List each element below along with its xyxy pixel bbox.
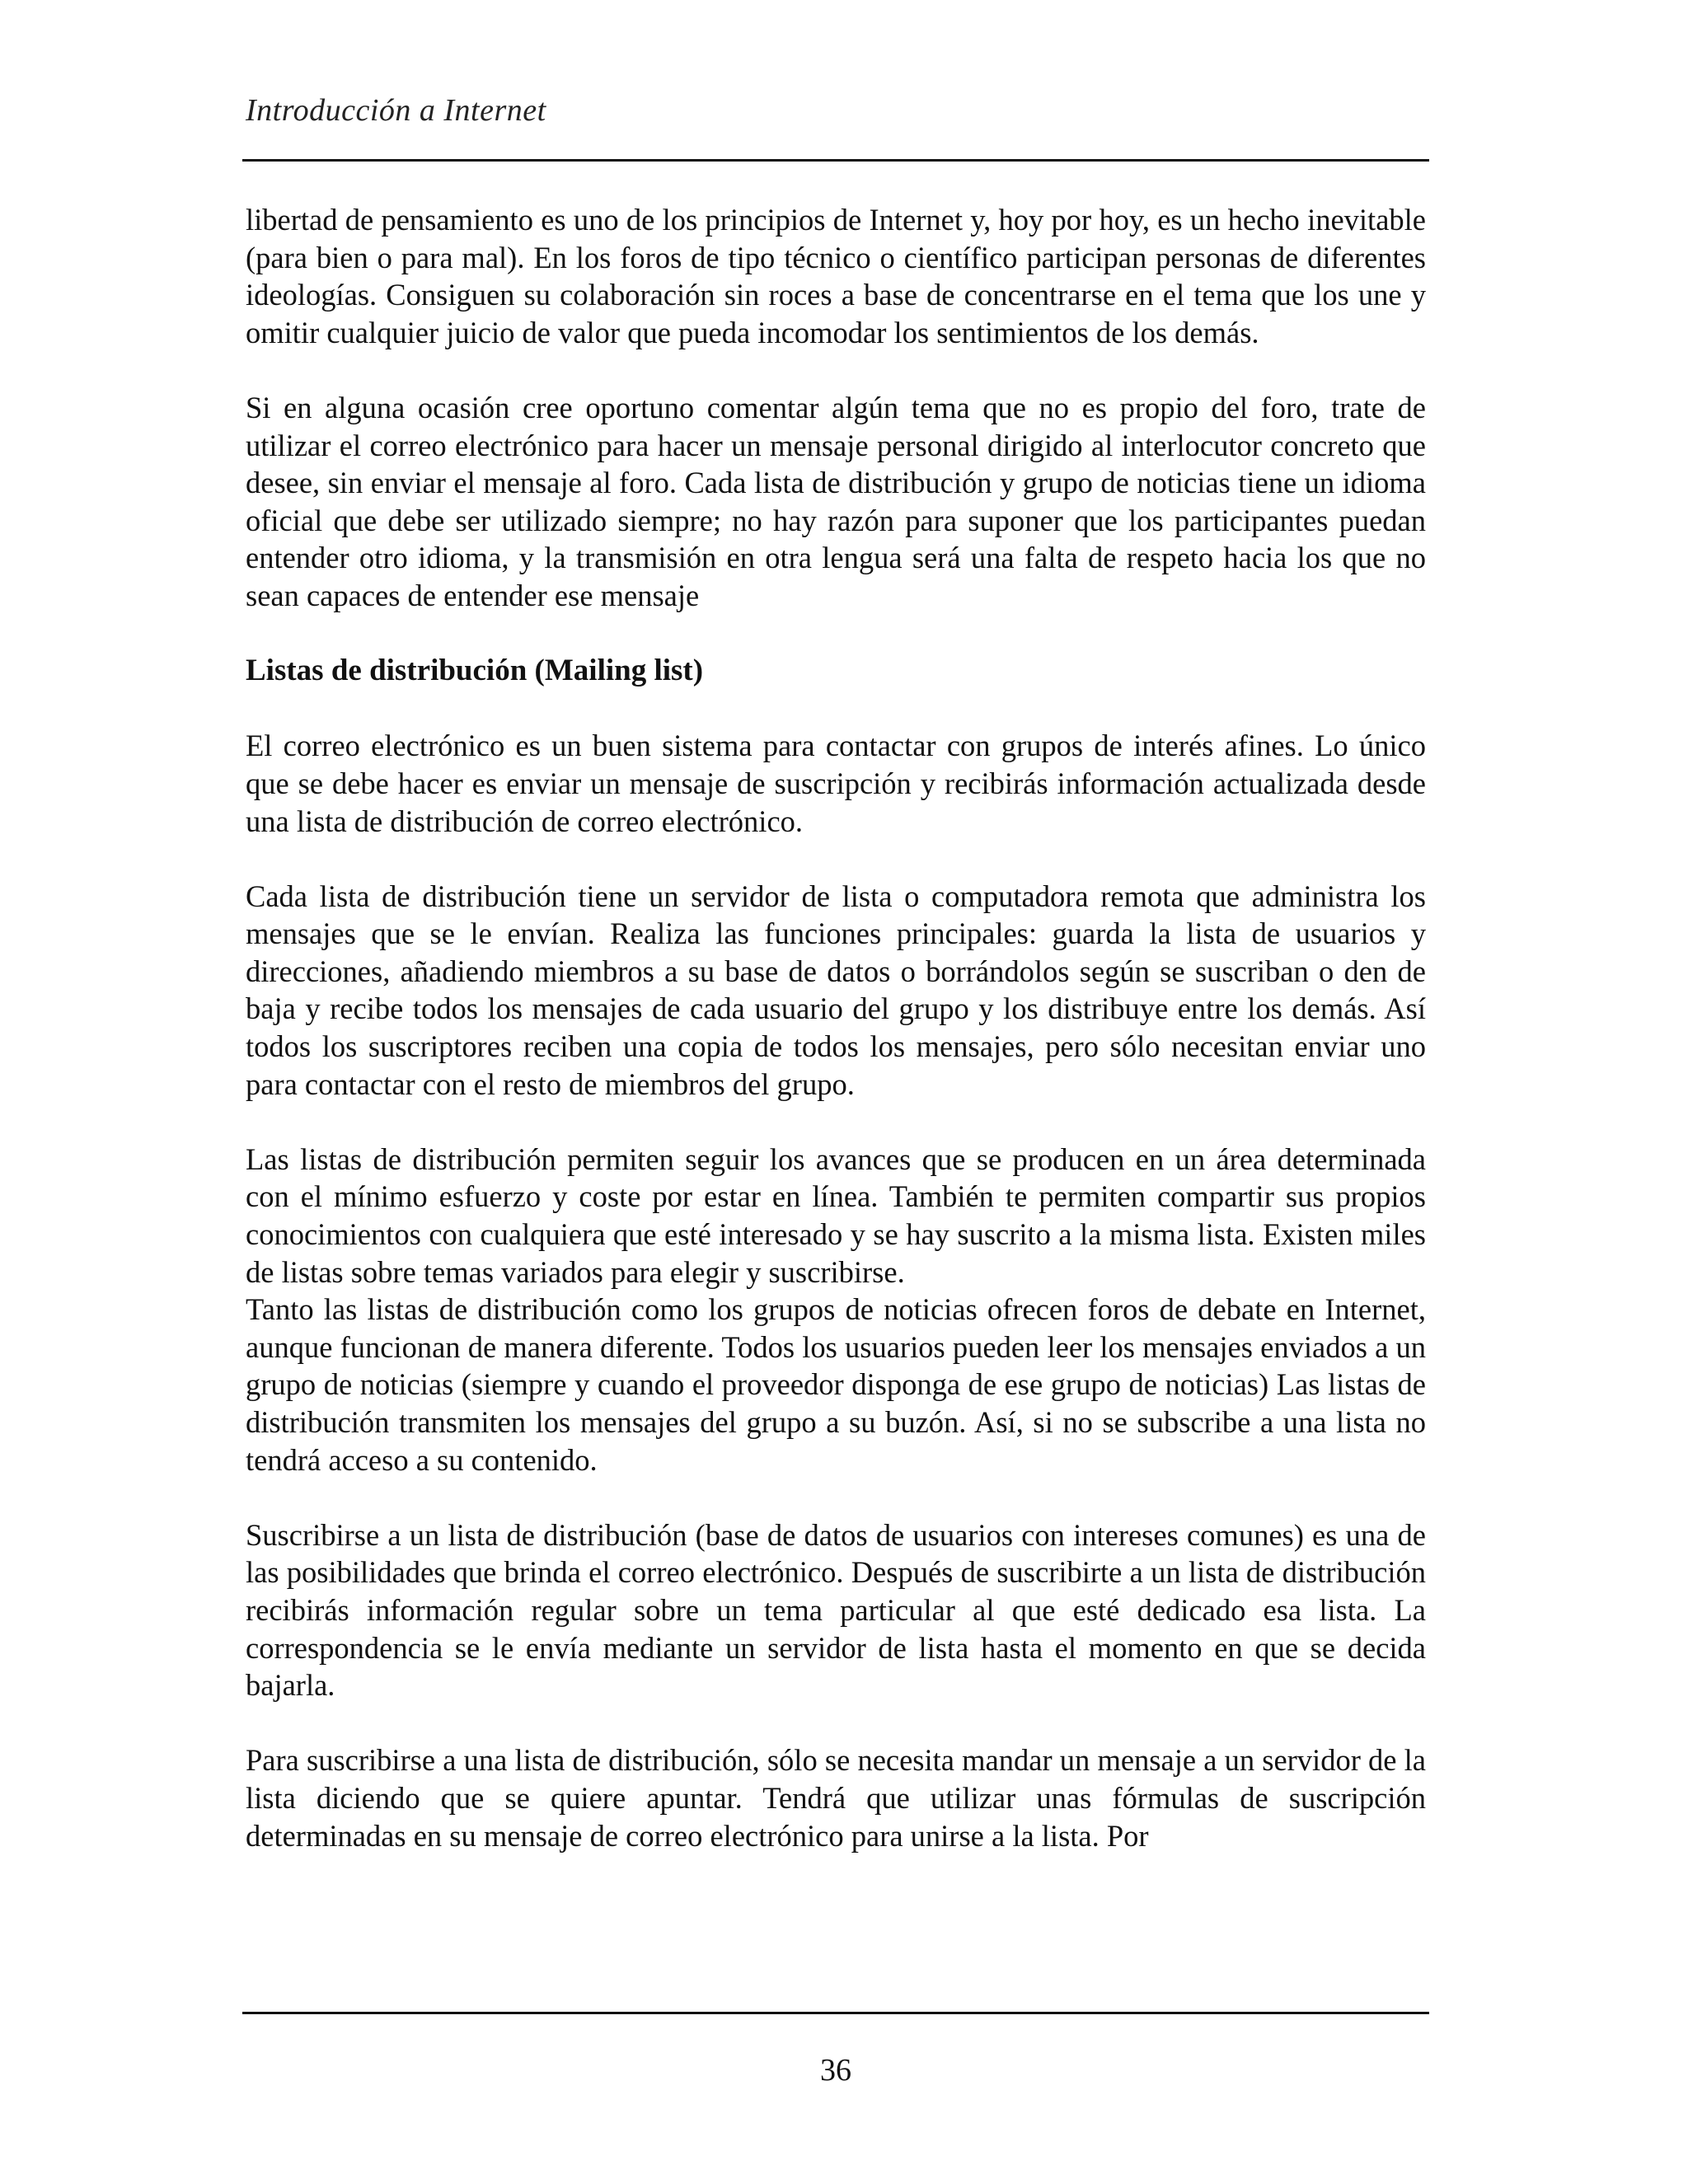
paragraph: Si en alguna ocasión cree oportuno comentar algún tema que no es propio del foro, trate de utilizar el correo electrónico para hacer un mensaje personal dirigido al interlocutor concreto que desee, sin enviar el mensaje al foro. Cada lista de distribución y grupo de noticias tiene un idioma oficial que debe ser utilizado siempre; no hay razón para suponer que los participantes puedan entender otro idioma, y la transmisión en otra lengua será una falta de respeto hacia los que no sean capaces de entender ese mensaje	[246, 390, 1426, 612]
paragraph: Cada lista de distribución tiene un servidor de lista o computadora remota que administra los mensajes que se le envían. Realiza las funciones principales: guarda la lista de usuarios y direcciones, añadiendo miembros a su base de datos o borrándolos según se suscriban o den de baja y recibe todos los mensajes de cada usuario del grupo y los distribuye entre los demás. Así todos los suscriptores reciben una copia de todos los mensajes, pero sólo necesitan enviar uno para contactar con el resto de miembros del grupo.	[246, 879, 1426, 1101]
paragraph: El correo electrónico es un buen sistema para contactar con grupos de interés afines. Lo único que se debe hacer es enviar un mensaje de suscripción y recibirás información actualizada desde una lista de distribución de correo electrónico.	[246, 729, 1426, 838]
document-page	[246, 0, 1426, 2184]
paragraph: libertad de pensamiento es uno de los principios de Internet y, hoy por hoy, es un hecho inevitable (para bien o para mal). En los foros de tipo técnico o científico participan personas de diferentes ideologías. Consiguen su colaboración sin roces a base de concentrarse en el tema que los une y omitir cualquier juicio de valor que pueda incomodar los sentimientos de los demás.	[246, 203, 1426, 349]
paragraph: Las listas de distribución permiten seguir los avances que se producen en un área determinada con el mínimo esfuerzo y coste por estar en línea. También te permiten compartir sus propios conocimientos con cualquiera que esté interesado y se hay suscrito a la misma lista. Existen miles de listas sobre temas variados para elegir y suscribirse.	[246, 1141, 1426, 1289]
body-text	[246, 201, 1426, 1892]
section-heading: Listas de distribución (Mailing list)	[246, 654, 704, 688]
paragraph: Suscribirse a un lista de distribución (base de datos de usuarios con intereses comunes) es una de las posibilidades que brinda el correo electrónico. Después de suscribirte a un lista de distribución recibirás información regular sobre un tema particular al que esté dedicado esa lista. La correspondencia se le envía mediante un servidor de lista hasta el momento en que se decida bajarla.	[246, 1517, 1426, 1703]
header-rule	[242, 159, 1429, 162]
page-number: 36	[820, 2053, 851, 2088]
footer-rule	[242, 2012, 1429, 2014]
running-header: Introducción a Internet	[246, 93, 546, 128]
paragraph: Para suscribirse a una lista de distribución, sólo se necesita mandar un mensaje a un servidor de la lista diciendo que se quiere apuntar. Tendrá que utilizar unas fórmulas de suscripción determinadas en su mensaje de correo electrónico para unirse a la lista. Por	[246, 1743, 1426, 1853]
paragraph: Tanto las listas de distribución como los grupos de noticias ofrecen foros de debate en Internet, aunque funcionan de manera diferente. Todos los usuarios pueden leer los mensajes enviados a un grupo de noticias (siempre y cuando el proveedor disponga de ese grupo de noticias) Las listas de distribución transmiten los mensajes del grupo a su buzón. Así, si no se subscribe a una lista no tendrá acceso a su contenido.	[246, 1292, 1426, 1477]
